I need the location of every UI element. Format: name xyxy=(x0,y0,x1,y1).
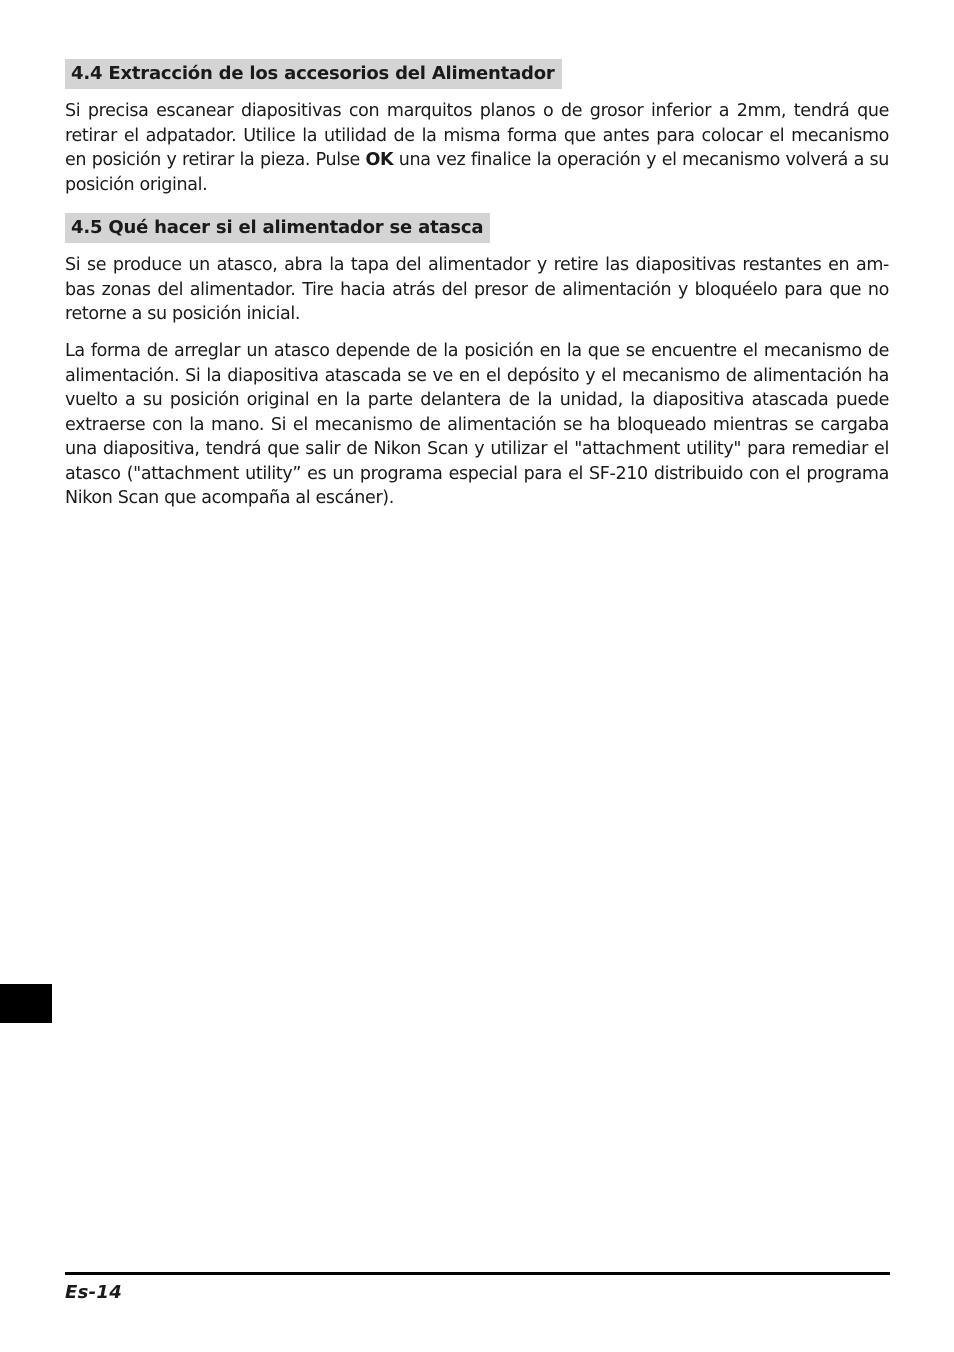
paragraph-jam-open-cover: Si se produce un atasco, abra la tapa del alimentador y retire las diapositivas restantes en am-bas zonas del alimentador. Tire hacia atrás del presor de alimentación y bloquéelo para que no retorne a su posición inicial. xyxy=(65,255,889,324)
paragraph-remove-accessories xyxy=(65,99,889,197)
paragraph-text-part: Si precisa escanear diapositivas con marquitos planos o de grosor inferior a 2mm, tendrá que retirar el adpatador. Utilice la utilidad de la misma forma que antes para colocar el mecanismo en posición y retirar la pieza. Pulse xyxy=(65,101,889,170)
paragraph-text-part: una vez finalice la operación y el mecanismo volverá a su posición original. xyxy=(65,150,889,195)
section-heading-4-4: 4.4 Extracción de los accesorios del Alimentador xyxy=(65,59,562,89)
page-number: Es-14 xyxy=(65,1282,123,1303)
footer-rule xyxy=(65,1272,890,1275)
paragraph-jam-fix: La forma de arreglar un atasco depende de la posición en la que se encuentre el mecanismo de alimentación. Si la diapositiva atascada se ve en el depósito y el mecanismo de alimentación ha vuelto a su posición original en la parte delantera de la unidad, la diapositiva atascada puede extraerse con la mano. Si el mecanismo de alimentación se ha bloqueado mientras se cargaba una diapositiva, tendrá que salir de Nikon Scan y utilizar el "attachment utility" para remediar el atasco ("attachment utility” es un programa especial para el SF-210 distribuido con el programa Nikon Scan que acompaña al escáner). xyxy=(65,341,889,508)
section-heading-4-5: 4.5 Qué hacer si el alimentador se atasca xyxy=(65,213,490,243)
ok-keyword: OK xyxy=(365,150,394,170)
chapter-side-tab xyxy=(0,984,52,1023)
